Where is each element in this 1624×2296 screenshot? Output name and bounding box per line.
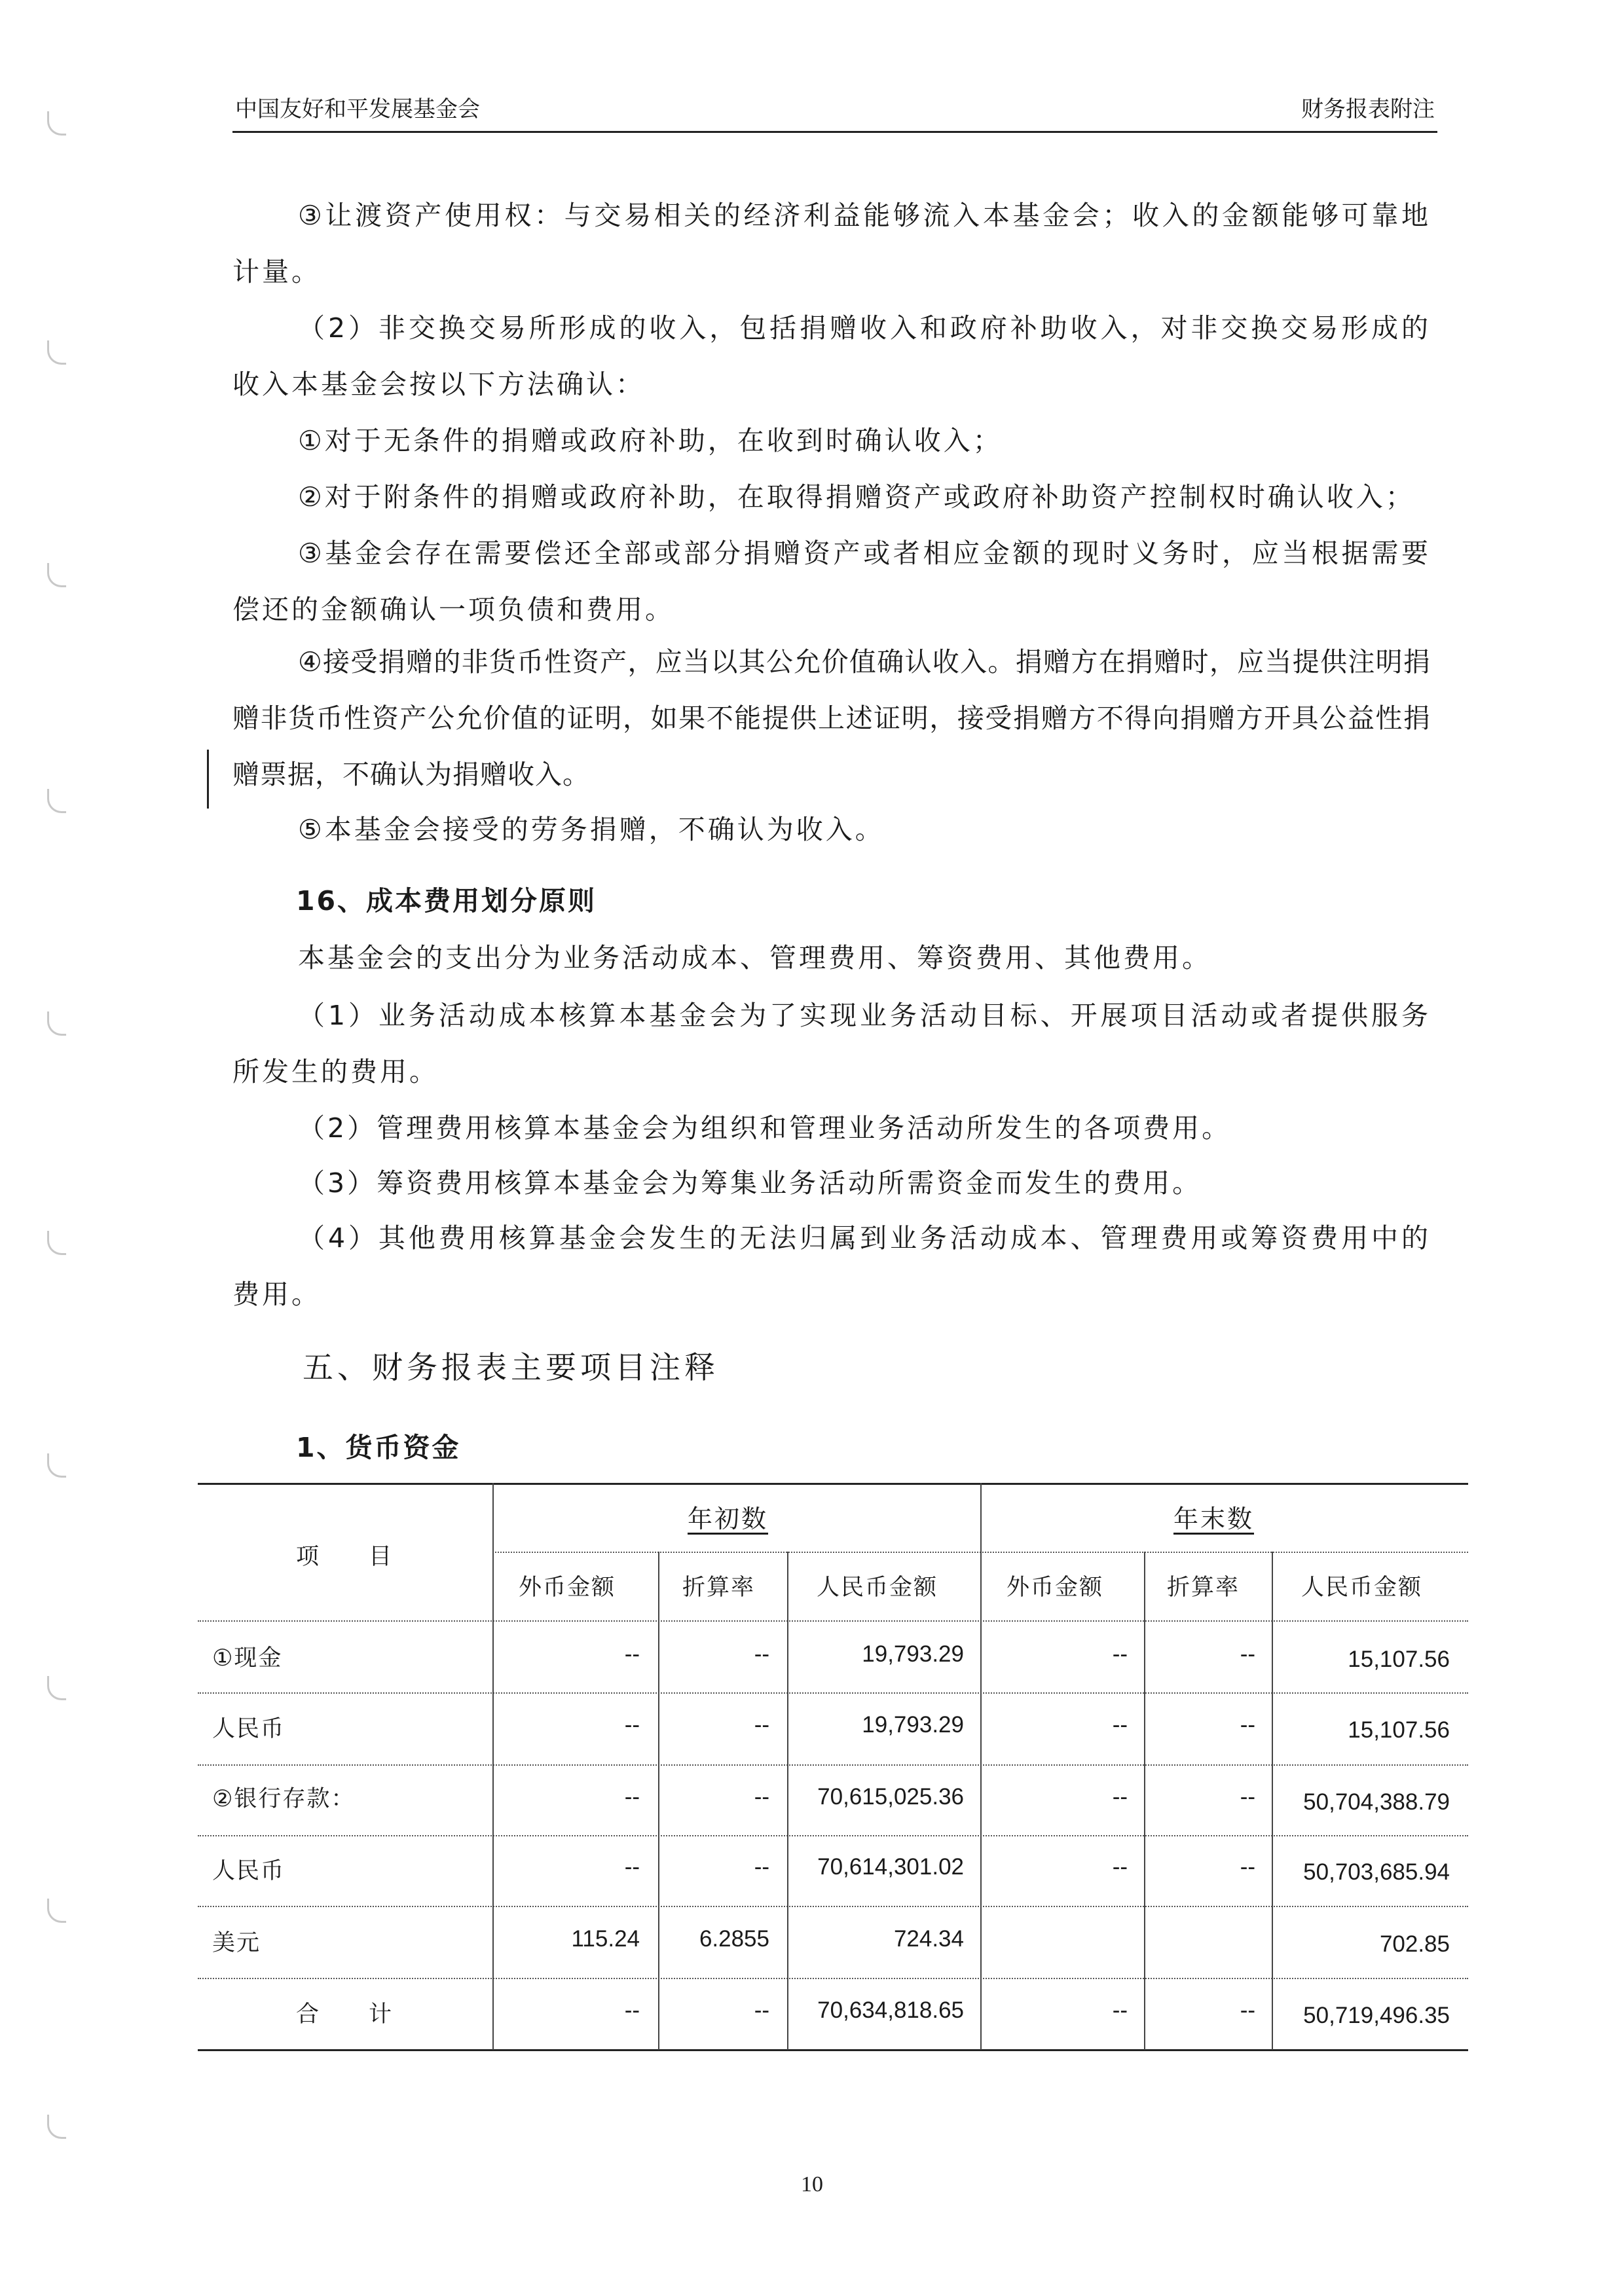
paragraph: （2）管理费用核算本基金会为组织和管理业务活动所发生的各项费用。 bbox=[298, 1112, 1232, 1144]
table-cell: 50,704,388.79 bbox=[1303, 1789, 1450, 1815]
table-cell: -- bbox=[1112, 1641, 1128, 1667]
paragraph: ②对于附条件的捐赠或政府补助，在取得捐赠资产或政府补助资产控制权时确认收入； bbox=[298, 481, 1415, 513]
table-cell: -- bbox=[624, 1641, 640, 1667]
binder-mark bbox=[47, 563, 66, 587]
paragraph: ③让渡资产使用权：与交易相关的经济利益能够流入本基金会；收入的金额能够可靠地计量。 bbox=[232, 200, 1431, 287]
table-rule bbox=[198, 1906, 1468, 1907]
table-cell: -- bbox=[1112, 1712, 1128, 1738]
column-header: 折算率 bbox=[1167, 1575, 1240, 1601]
table-cell: -- bbox=[1240, 1641, 1255, 1667]
column-header: 人民币金额 bbox=[817, 1575, 938, 1601]
table-cell: -- bbox=[754, 1997, 769, 2023]
monetary-funds-table bbox=[198, 1483, 1468, 2056]
row-label: 美元 bbox=[212, 1930, 261, 1956]
paragraph: （4）其他费用核算基金会发生的无法归属到业务活动成本、管理费用或筹资费用中的费用。 bbox=[232, 1222, 1431, 1310]
begin-of-year-header: 年初数 bbox=[688, 1504, 769, 1533]
table-cell: 15,107.56 bbox=[1348, 1717, 1450, 1743]
section-heading: 1、货币资金 bbox=[296, 1432, 461, 1463]
table-column-rule bbox=[980, 1483, 982, 2050]
paragraph: ④接受捐赠的非货币性资产，应当以其公允价值确认收入。捐赠方在捐赠时，应当提供注明捐赠非货币性资产公允价值的证明，如果不能提供上述证明，接受捐赠方不得向捐赠方开具公益性捐赠票据，不确认为捐赠收入。 bbox=[232, 646, 1431, 790]
paragraph: （3）筹资费用核算本基金会为筹集业务活动所需资金而发生的费用。 bbox=[298, 1167, 1202, 1199]
table-border bbox=[198, 2049, 1468, 2051]
total-row-label: 合 计 bbox=[296, 2001, 394, 2028]
table-cell: 50,703,685.94 bbox=[1303, 1859, 1450, 1885]
column-header: 外币金额 bbox=[1006, 1575, 1104, 1601]
table-rule bbox=[198, 1764, 1468, 1766]
row-label: ②银行存款： bbox=[212, 1786, 356, 1812]
paragraph: ③基金会存在需要偿还全部或部分捐赠资产或者相应金额的现时义务时，应当根据需要偿还的金额确认一项负债和费用。 bbox=[232, 538, 1431, 625]
table-cell: -- bbox=[754, 1712, 769, 1738]
binder-mark bbox=[47, 111, 66, 136]
table-cell: -- bbox=[1112, 1784, 1128, 1810]
chapter-heading: 五、财务报表主要项目注释 bbox=[303, 1350, 719, 1386]
table-cell: -- bbox=[624, 1784, 640, 1810]
paragraph: （2）非交换交易所形成的收入，包括捐赠收入和政府补助收入，对非交换交易形成的收入本基金会按以下方法确认： bbox=[232, 312, 1431, 400]
row-label: ①现金 bbox=[212, 1645, 283, 1671]
column-header: 外币金额 bbox=[519, 1575, 616, 1601]
table-cell: -- bbox=[1240, 1854, 1255, 1880]
table-cell: 6.2855 bbox=[699, 1926, 769, 1952]
table-cell: -- bbox=[624, 1712, 640, 1738]
header-section-title: 财务报表附注 bbox=[1301, 96, 1435, 122]
table-cell: 724.34 bbox=[893, 1926, 964, 1952]
table-cell: -- bbox=[754, 1784, 769, 1810]
section-heading: 16、成本费用划分原则 bbox=[296, 885, 597, 917]
binder-mark bbox=[47, 1899, 66, 1923]
binder-mark bbox=[47, 1011, 66, 1036]
binder-mark bbox=[47, 1453, 66, 1478]
binder-mark bbox=[47, 340, 66, 365]
item-column-header: 项 目 bbox=[296, 1544, 394, 1570]
table-column-rule bbox=[492, 1483, 494, 2050]
table-rule bbox=[198, 1835, 1468, 1836]
page-number: 10 bbox=[801, 2172, 823, 2196]
column-header: 折算率 bbox=[682, 1575, 756, 1601]
table-cell: -- bbox=[624, 1997, 640, 2023]
table-cell: 50,719,496.35 bbox=[1303, 2003, 1450, 2028]
table-cell: 702.85 bbox=[1379, 1931, 1450, 1957]
table-cell: -- bbox=[624, 1854, 640, 1880]
table-cell: -- bbox=[754, 1641, 769, 1667]
column-header: 人民币金额 bbox=[1301, 1575, 1423, 1601]
table-cell: -- bbox=[1240, 1997, 1255, 2023]
binder-mark bbox=[47, 1676, 66, 1700]
table-cell: -- bbox=[754, 1854, 769, 1880]
paragraph: （1）业务活动成本核算本基金会为了实现业务活动目标、开展项目活动或者提供服务所发生的费用。 bbox=[232, 1000, 1431, 1087]
table-rule bbox=[198, 1620, 1468, 1622]
table-cell: -- bbox=[1240, 1784, 1255, 1810]
paragraph: ①对于无条件的捐赠或政府补助，在收到时确认收入； bbox=[298, 425, 1003, 456]
binder-mark bbox=[47, 789, 66, 813]
table-cell: 115.24 bbox=[571, 1926, 640, 1952]
table-rule bbox=[198, 1978, 1468, 1979]
row-label: 人民币 bbox=[212, 1716, 286, 1742]
binder-mark bbox=[47, 2115, 66, 2139]
end-of-year-header: 年末数 bbox=[1173, 1504, 1255, 1533]
table-cell: 19,793.29 bbox=[862, 1712, 964, 1738]
table-cell: 70,615,025.36 bbox=[817, 1784, 964, 1810]
table-cell: -- bbox=[1240, 1712, 1255, 1738]
table-cell: 70,614,301.02 bbox=[817, 1854, 964, 1880]
table-cell: -- bbox=[1112, 1997, 1128, 2023]
header-org-name: 中国友好和平发展基金会 bbox=[235, 96, 480, 122]
table-cell: -- bbox=[1112, 1854, 1128, 1880]
paragraph: 本基金会的支出分为业务活动成本、管理费用、筹资费用、其他费用。 bbox=[298, 942, 1211, 974]
binder-mark bbox=[47, 1231, 66, 1255]
table-cell: 70,634,818.65 bbox=[817, 1997, 964, 2023]
page-header bbox=[232, 92, 1437, 133]
table-cell: 19,793.29 bbox=[862, 1641, 964, 1667]
paragraph: ⑤本基金会接受的劳务捐赠，不确认为收入。 bbox=[298, 814, 885, 845]
table-border bbox=[198, 1483, 1468, 1485]
margin-revision-bar bbox=[207, 750, 209, 809]
row-label: 人民币 bbox=[212, 1858, 286, 1884]
table-rule bbox=[198, 1692, 1468, 1694]
table-cell: 15,107.56 bbox=[1348, 1647, 1450, 1672]
